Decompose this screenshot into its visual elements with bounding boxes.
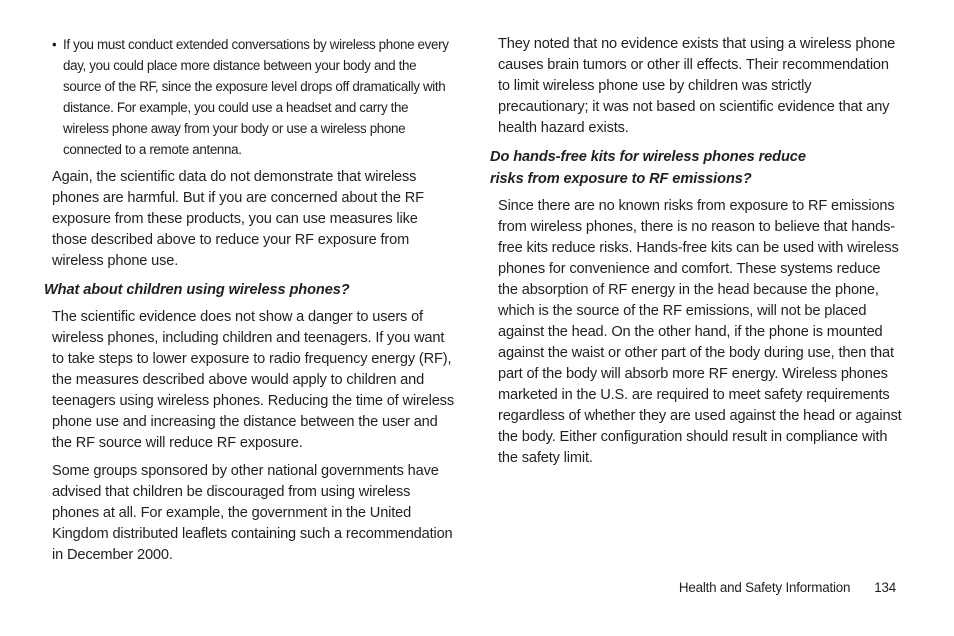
page-footer bbox=[600, 578, 896, 598]
paragraph-handsfree: Since there are no known risks from exposure to RF emissions from wireless phones, there is no reason to believe that hands-free kits reduce risks. Hands-free kits can be used with wireless phones for convenience and comfort. These systems reduce the absorption of RF energy in the head because the phone, which is the source of the RF emissions, will not be placed against the head. On the other hand, if the phone is mounted against the waist or other part of the body during use, then that part of the body will absorb more RF energy. Wireless phones marketed in the U.S. are required to meet safety requirements regardless of whether they are used against the head or against the body. Either configuration should result in compliance with the safety limit. bbox=[498, 198, 902, 466]
heading-handsfree-line1: Do hands-free kits for wireless phones reduce bbox=[490, 149, 806, 165]
right-column bbox=[490, 34, 904, 476]
footer-section-title: Health and Safety Information bbox=[678, 580, 851, 595]
paragraph-noted: They noted that no evidence exists that using a wireless phone causes brain tumors or other ill effects. Their recommendation to limit wireless phone use by children was strictly precautionary; it was not based on scientific evidence that any health hazard exists. bbox=[498, 36, 896, 136]
bullet-text: If you must conduct extended conversations by wireless phone every day, you could place more distance between your body and the source of the RF, since the exposure level drops off dramatically with distance. For example, you could use a headset and carry the wireless phone away from your body or use a wireless phone connected to a remote antenna. bbox=[63, 37, 449, 157]
paragraph-groups: Some groups sponsored by other national governments have advised that children be discouraged from using wireless phones at all. For example, the government in the United Kingdom distributed leaflets containing such a recommendation in December 2000. bbox=[52, 463, 453, 563]
left-column bbox=[44, 34, 456, 573]
heading-handsfree bbox=[490, 146, 904, 190]
bullet-item-distance bbox=[44, 34, 456, 160]
heading-handsfree-line2: risks from exposure to RF emissions? bbox=[490, 171, 752, 187]
heading-children: What about children using wireless phones? bbox=[44, 282, 350, 298]
page-number: 134 bbox=[874, 580, 896, 595]
bullet-marker: • bbox=[52, 37, 57, 52]
paragraph-again: Again, the scientific data do not demonstrate that wireless phones are harmful. But if you are concerned about the RF exposure from these products, you can use measures like those described above to reduce your RF exposure from wireless phone use. bbox=[52, 169, 424, 269]
paragraph-children: The scientific evidence does not show a danger to users of wireless phones, including children and teenagers. If you want to take steps to lower exposure to radio frequency energy (RF), the measures described above would apply to children and teenagers using wireless phones. Reducing the time of wireless phone use and increasing the distance between the user and the RF source will reduce RF exposure. bbox=[52, 309, 454, 451]
